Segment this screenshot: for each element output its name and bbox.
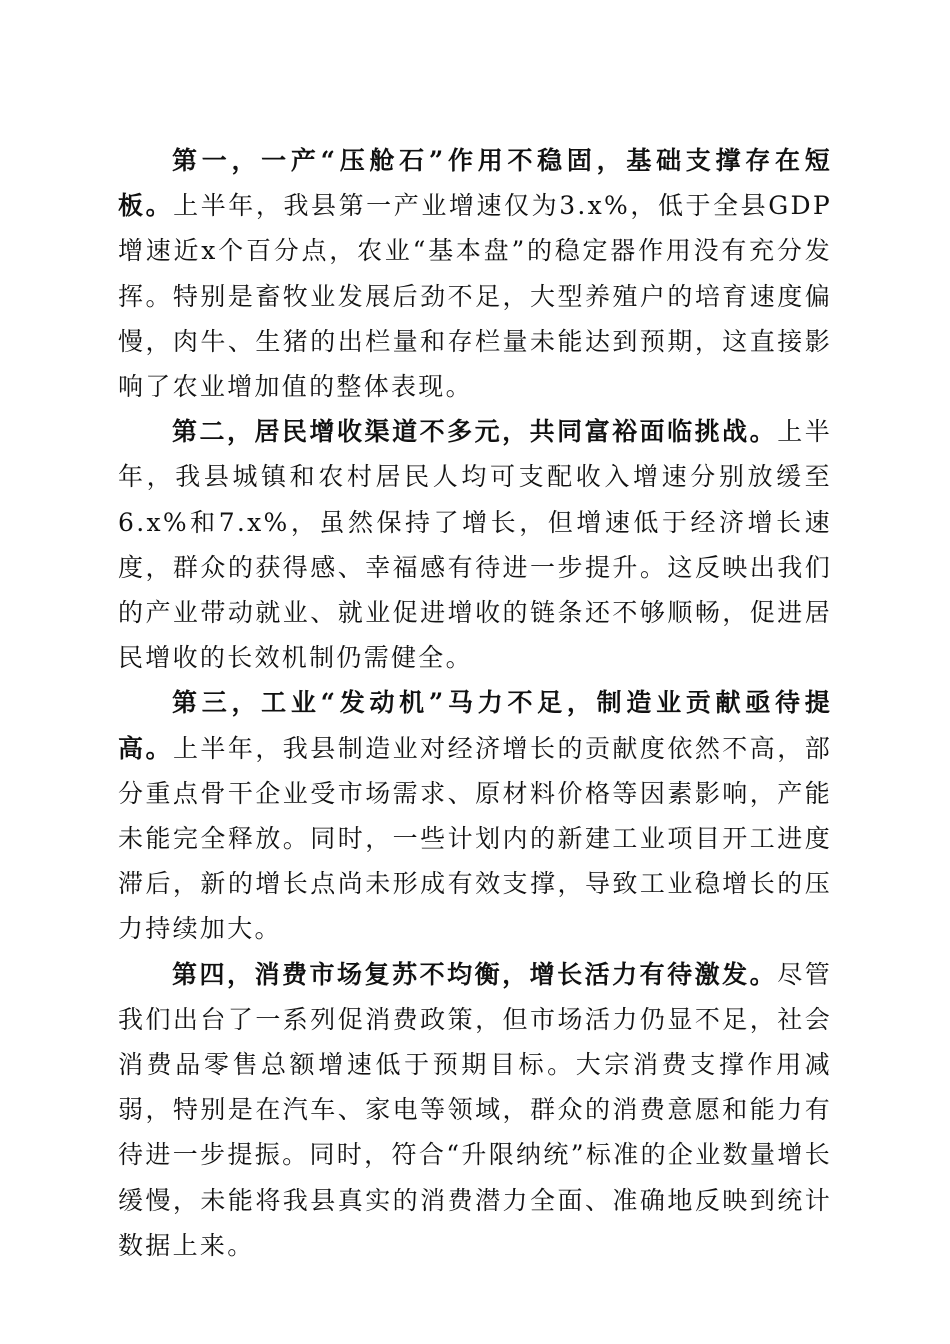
paragraph-3 [118, 680, 832, 951]
paragraph-4-text: 尽管我们出台了一系列促消费政策，但市场活力仍显不足，社会消费品零售总额增速低于预期目标。大宗消费支撑作用减弱，特别是在汽车、家电等领域，群众的消费意愿和能力有待进一步提振。同时，符合“升限纳统”标准的企业数量增长缓慢，未能将我县真实的消费潜力全面、准确地反映到统计数据上来。 [118, 959, 832, 1260]
paragraph-2-heading: 第二，居民增收渠道不多元，共同富裕面临挑战。 [172, 417, 778, 447]
document-body [118, 138, 832, 1268]
paragraph-1-heading: 第一，一产“压舱石”作用不稳固，基础支撑存在短板。 [118, 146, 832, 221]
paragraph-2-text: 上半年，我县城镇和农村居民人均可支配收入增速分别放缓至6.x%和7.x%，虽然保持了增长，但增速低于经济增长速度，群众的获得感、幸福感有待进一步提升。这反映出我们的产业带动就业、就业促进增收的链条还不够顺畅，促进居民增收的长效机制仍需健全。 [118, 417, 832, 673]
paragraph-4-heading: 第四，消费市场复苏不均衡，增长活力有待激发。 [172, 959, 778, 989]
paragraph-3-text: 上半年，我县制造业对经济增长的贡献度依然不高，部分重点骨干企业受市场需求、原材料价格等因素影响，产能未能完全释放。同时，一些计划内的新建工业项目开工进度滞后，新的增长点尚未形成有效支撑，导致工业稳增长的压力持续加大。 [118, 733, 832, 944]
paragraph-2 [118, 409, 832, 680]
paragraph-1 [118, 138, 832, 409]
paragraph-4 [118, 952, 832, 1268]
paragraph-1-text: 上半年，我县第一产业增速仅为3.x%，低于全县GDP增速近x个百分点，农业“基本盘”的稳定器作用没有充分发挥。特别是畜牧业发展后劲不足，大型养殖户的培育速度偏慢，肉牛、生猪的出栏量和存栏量未能达到预期，这直接影响了农业增加值的整体表现。 [118, 191, 832, 402]
paragraph-3-heading: 第三，工业“发动机”马力不足，制造业贡献亟待提高。 [118, 688, 832, 763]
